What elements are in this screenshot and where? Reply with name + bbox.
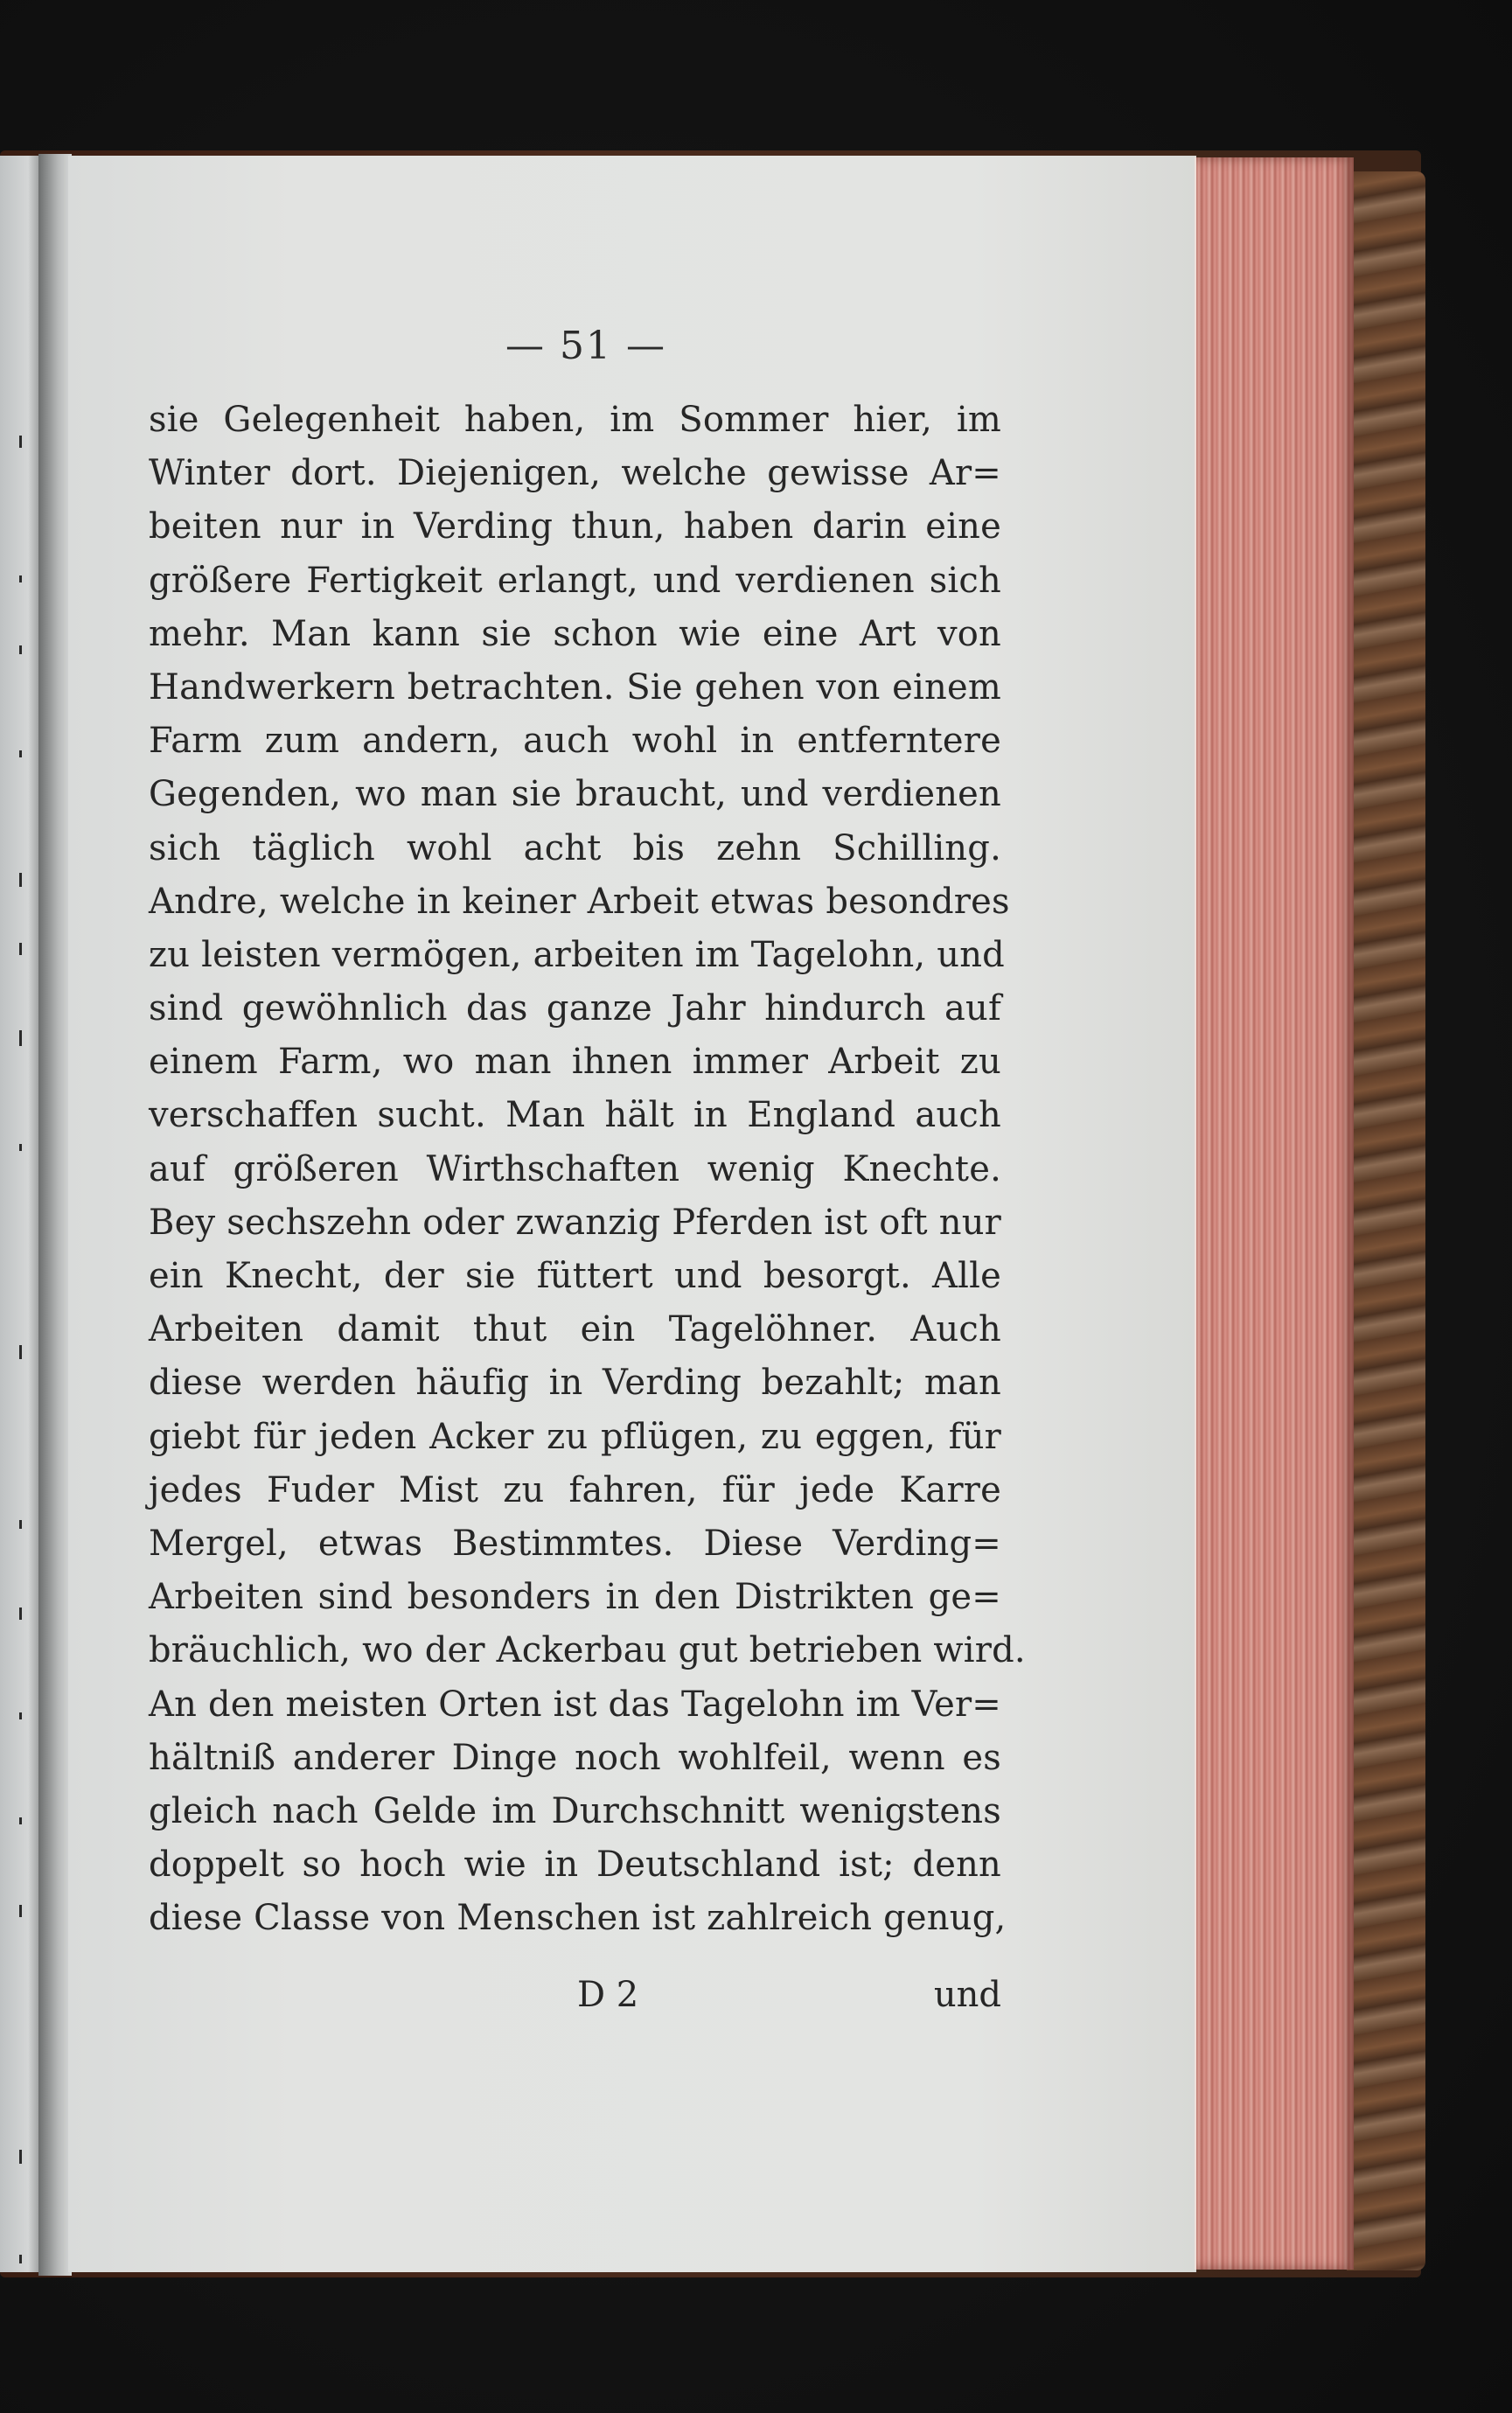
page-footer xyxy=(149,1975,1001,2027)
text-line: diese Classe von Menschen ist zahlreich genug, xyxy=(149,1898,1007,1939)
text-line: jedes Fuder Mist zu fahren, für jede Karre xyxy=(149,1469,1001,1510)
text-line: Andre, welche in keiner Arbeit etwas besondres xyxy=(149,881,1010,922)
text-line: Handwerkern betrachten. Sie gehen von einem xyxy=(149,666,1001,708)
text-line: verschaffen sucht. Man hält in England auch xyxy=(149,1095,1001,1136)
page-stack-red-edge xyxy=(1196,157,1354,2270)
text-line: Winter dort. Diejenigen, welche gewisse Ar= xyxy=(149,453,1001,494)
text-line: hältniß anderer Dinge noch wohlfeil, wenn es xyxy=(149,1737,1001,1778)
text-line: Arbeiten sind besonders in den Distrikten ge= xyxy=(149,1577,1001,1618)
catchword: und xyxy=(933,1975,1001,2015)
text-line: Bey sechszehn oder zwanzig Pferden ist oft nur xyxy=(149,1202,1001,1243)
signature-mark: D 2 xyxy=(577,1975,639,2015)
text-line: An den meisten Orten ist das Tagelohn im Ver= xyxy=(149,1684,1001,1725)
text-line: größere Fertigkeit erlangt, und verdienen sich xyxy=(149,560,1001,601)
text-line: beiten nur in Verding thun, haben darin eine xyxy=(149,506,1001,547)
text-line: Arbeiten damit thut ein Tagelöhner. Auch xyxy=(149,1309,1001,1350)
text-line: sie Gelegenheit haben, im Sommer hier, im xyxy=(149,400,1001,440)
left-page-text-marks xyxy=(19,156,24,2255)
book-cover-edge xyxy=(1347,171,1425,2270)
text-line: bräuchlich, wo der Ackerbau gut betrieben wird. xyxy=(149,1630,1026,1671)
text-line: Gegenden, wo man sie braucht, und verdienen xyxy=(149,774,1001,815)
body-text xyxy=(149,394,1026,1945)
text-line: einem Farm, wo man ihnen immer Arbeit zu xyxy=(149,1042,1001,1083)
text-line: Farm zum andern, auch wohl in entferntere xyxy=(149,721,1001,762)
text-line: sind gewöhnlich das ganze Jahr hindurch auf xyxy=(149,988,1001,1029)
text-line: giebt für jeden Acker zu pflügen, zu eggen, für xyxy=(149,1416,1001,1457)
text-line: mehr. Man kann sie schon wie eine Art von xyxy=(149,613,1001,654)
text-line: diese werden häufig in Verding bezahlt; man xyxy=(149,1363,1001,1404)
gutter-shadow xyxy=(38,154,72,2276)
text-line: zu leisten vermögen, arbeiten im Tagelohn, und xyxy=(149,934,1005,975)
text-line: Mergel, etwas Bestimmtes. Diese Verding= xyxy=(149,1523,1001,1564)
text-line: gleich nach Gelde im Durchschnitt wenigstens xyxy=(149,1790,1001,1831)
text-line: ein Knecht, der sie füttert und besorgt. Alle xyxy=(149,1256,1001,1296)
text-line: sich täglich wohl acht bis zehn Schilling. xyxy=(149,827,1001,868)
page-header: — 51 — xyxy=(505,324,666,368)
text-line: doppelt so hoch wie in Deutschland ist; denn xyxy=(149,1845,1001,1886)
text-line: auf größeren Wirthschaften wenig Knechte. xyxy=(149,1148,1001,1189)
